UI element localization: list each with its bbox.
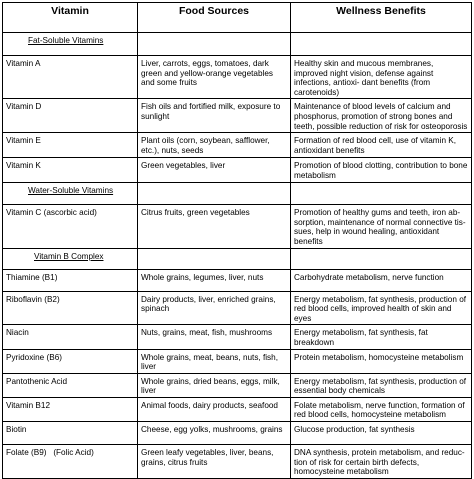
table-row	[3, 269, 472, 291]
table-row	[3, 158, 472, 183]
benefits-cell: Carbohydrate metabolism, nerve function	[291, 269, 472, 291]
sources-cell: Whole grains, legumes, liver, nuts	[138, 269, 291, 291]
sources-cell: Whole grains, meat, beans, nuts, fish, liver	[138, 349, 291, 373]
vitamin-cell: Niacin	[3, 325, 138, 349]
section-row-water-soluble	[3, 183, 472, 205]
sources-cell: Dairy products, liver, enriched grains, spinach	[138, 291, 291, 325]
vitamin-cell: Riboflavin (B2)	[3, 291, 138, 325]
section-label: Water-Soluble Vitamins	[28, 186, 114, 196]
vitamin-cell: Vitamin C (ascorbic acid)	[3, 205, 138, 248]
vitamin-cell: Thiamine (B1)	[3, 269, 138, 291]
sources-cell: Cheese, egg yolks, mushrooms, grains	[138, 422, 291, 445]
vitamin-cell: Pyridoxine (B6)	[3, 349, 138, 373]
benefits-cell: DNA synthesis, protein metabolism, and reduc- tion of risk for certain birth defects, homocysteine metabolism	[291, 445, 472, 479]
section-label: Vitamin B Complex	[34, 251, 104, 261]
benefits-cell: Maintenance of blood levels of calcium and phosphorus, promotion of strong bones and teeth, possible reduction of risk for osteoporosis	[291, 99, 472, 133]
benefits-cell: Energy metabolism, fat synthesis, production of essential body chemicals	[291, 373, 472, 397]
table-row	[3, 133, 472, 158]
benefits-cell: Promotion of blood clotting, contribution to bone metabolism	[291, 158, 472, 183]
section-cell	[3, 183, 138, 205]
vitamins-table	[2, 2, 472, 479]
vitamin-cell: Vitamin E	[3, 133, 138, 158]
empty-cell	[291, 33, 472, 56]
vitamin-cell: Vitamin K	[3, 158, 138, 183]
table-row	[3, 205, 472, 248]
vitamin-cell: Biotin	[3, 422, 138, 445]
vitamin-cell: Vitamin B12	[3, 397, 138, 421]
sources-cell: Green leafy vegetables, liver, beans, grains, citrus fruits	[138, 445, 291, 479]
header-wellness-benefits: Wellness Benefits	[291, 3, 472, 33]
header-food-sources: Food Sources	[138, 3, 291, 33]
section-cell	[3, 248, 138, 269]
benefits-cell: Folate metabolism, nerve function, formation of red blood cells, homocysteine metabolism	[291, 397, 472, 421]
table-row	[3, 291, 472, 325]
section-row-fat-soluble	[3, 33, 472, 56]
benefits-cell: Formation of red blood cell, use of vitamin K, antioxidant benefits	[291, 133, 472, 158]
sources-cell: Fish oils and fortified milk, exposure to sunlight	[138, 99, 291, 133]
table-row	[3, 373, 472, 397]
empty-cell	[138, 33, 291, 56]
table-header-row	[3, 3, 472, 33]
benefits-cell: Promotion of healthy gums and teeth, iron ab- sorption, maintenance of normal connective tis- sues, help in wound healing, antioxidant benefits	[291, 205, 472, 248]
empty-cell	[291, 248, 472, 269]
sources-cell: Animal foods, dairy products, seafood	[138, 397, 291, 421]
table-row	[3, 325, 472, 349]
empty-cell	[291, 183, 472, 205]
section-cell	[3, 33, 138, 56]
table-row	[3, 99, 472, 133]
header-vitamin: Vitamin	[3, 3, 138, 33]
sources-cell: Whole grains, dried beans, eggs, milk, liver	[138, 373, 291, 397]
table-row	[3, 349, 472, 373]
empty-cell	[138, 248, 291, 269]
benefits-cell: Healthy skin and mucous membranes, improved night vision, defense against infections, antioxi- dant benefits (from carotenoids)	[291, 56, 472, 99]
vitamin-cell: Pantothenic Acid	[3, 373, 138, 397]
vitamin-cell: Vitamin A	[3, 56, 138, 99]
table-row	[3, 445, 472, 479]
vitamin-cell: Vitamin D	[3, 99, 138, 133]
sources-cell: Green vegetables, liver	[138, 158, 291, 183]
sources-cell: Plant oils (corn, soybean, safflower, etc.), nuts, seeds	[138, 133, 291, 158]
section-row-vitamin-b-complex	[3, 248, 472, 269]
sources-cell: Citrus fruits, green vegetables	[138, 205, 291, 248]
sources-cell: Nuts, grains, meat, fish, mushrooms	[138, 325, 291, 349]
benefits-cell: Protein metabolism, homocysteine metabolism	[291, 349, 472, 373]
empty-cell	[138, 183, 291, 205]
table-row	[3, 422, 472, 445]
benefits-cell: Glucose production, fat synthesis	[291, 422, 472, 445]
benefits-cell: Energy metabolism, fat synthesis, fat breakdown	[291, 325, 472, 349]
table-row	[3, 397, 472, 421]
section-label: Fat-Soluble Vitamins	[28, 36, 104, 45]
vitamin-cell: Folate (B9) (Folic Acid)	[3, 445, 138, 479]
benefits-cell: Energy metabolism, fat synthesis, production of red blood cells, improved health of skin and eyes	[291, 291, 472, 325]
sources-cell: Liver, carrots, eggs, tomatoes, dark green and yellow-orange vegetables and some fruits	[138, 56, 291, 99]
table-row	[3, 56, 472, 99]
